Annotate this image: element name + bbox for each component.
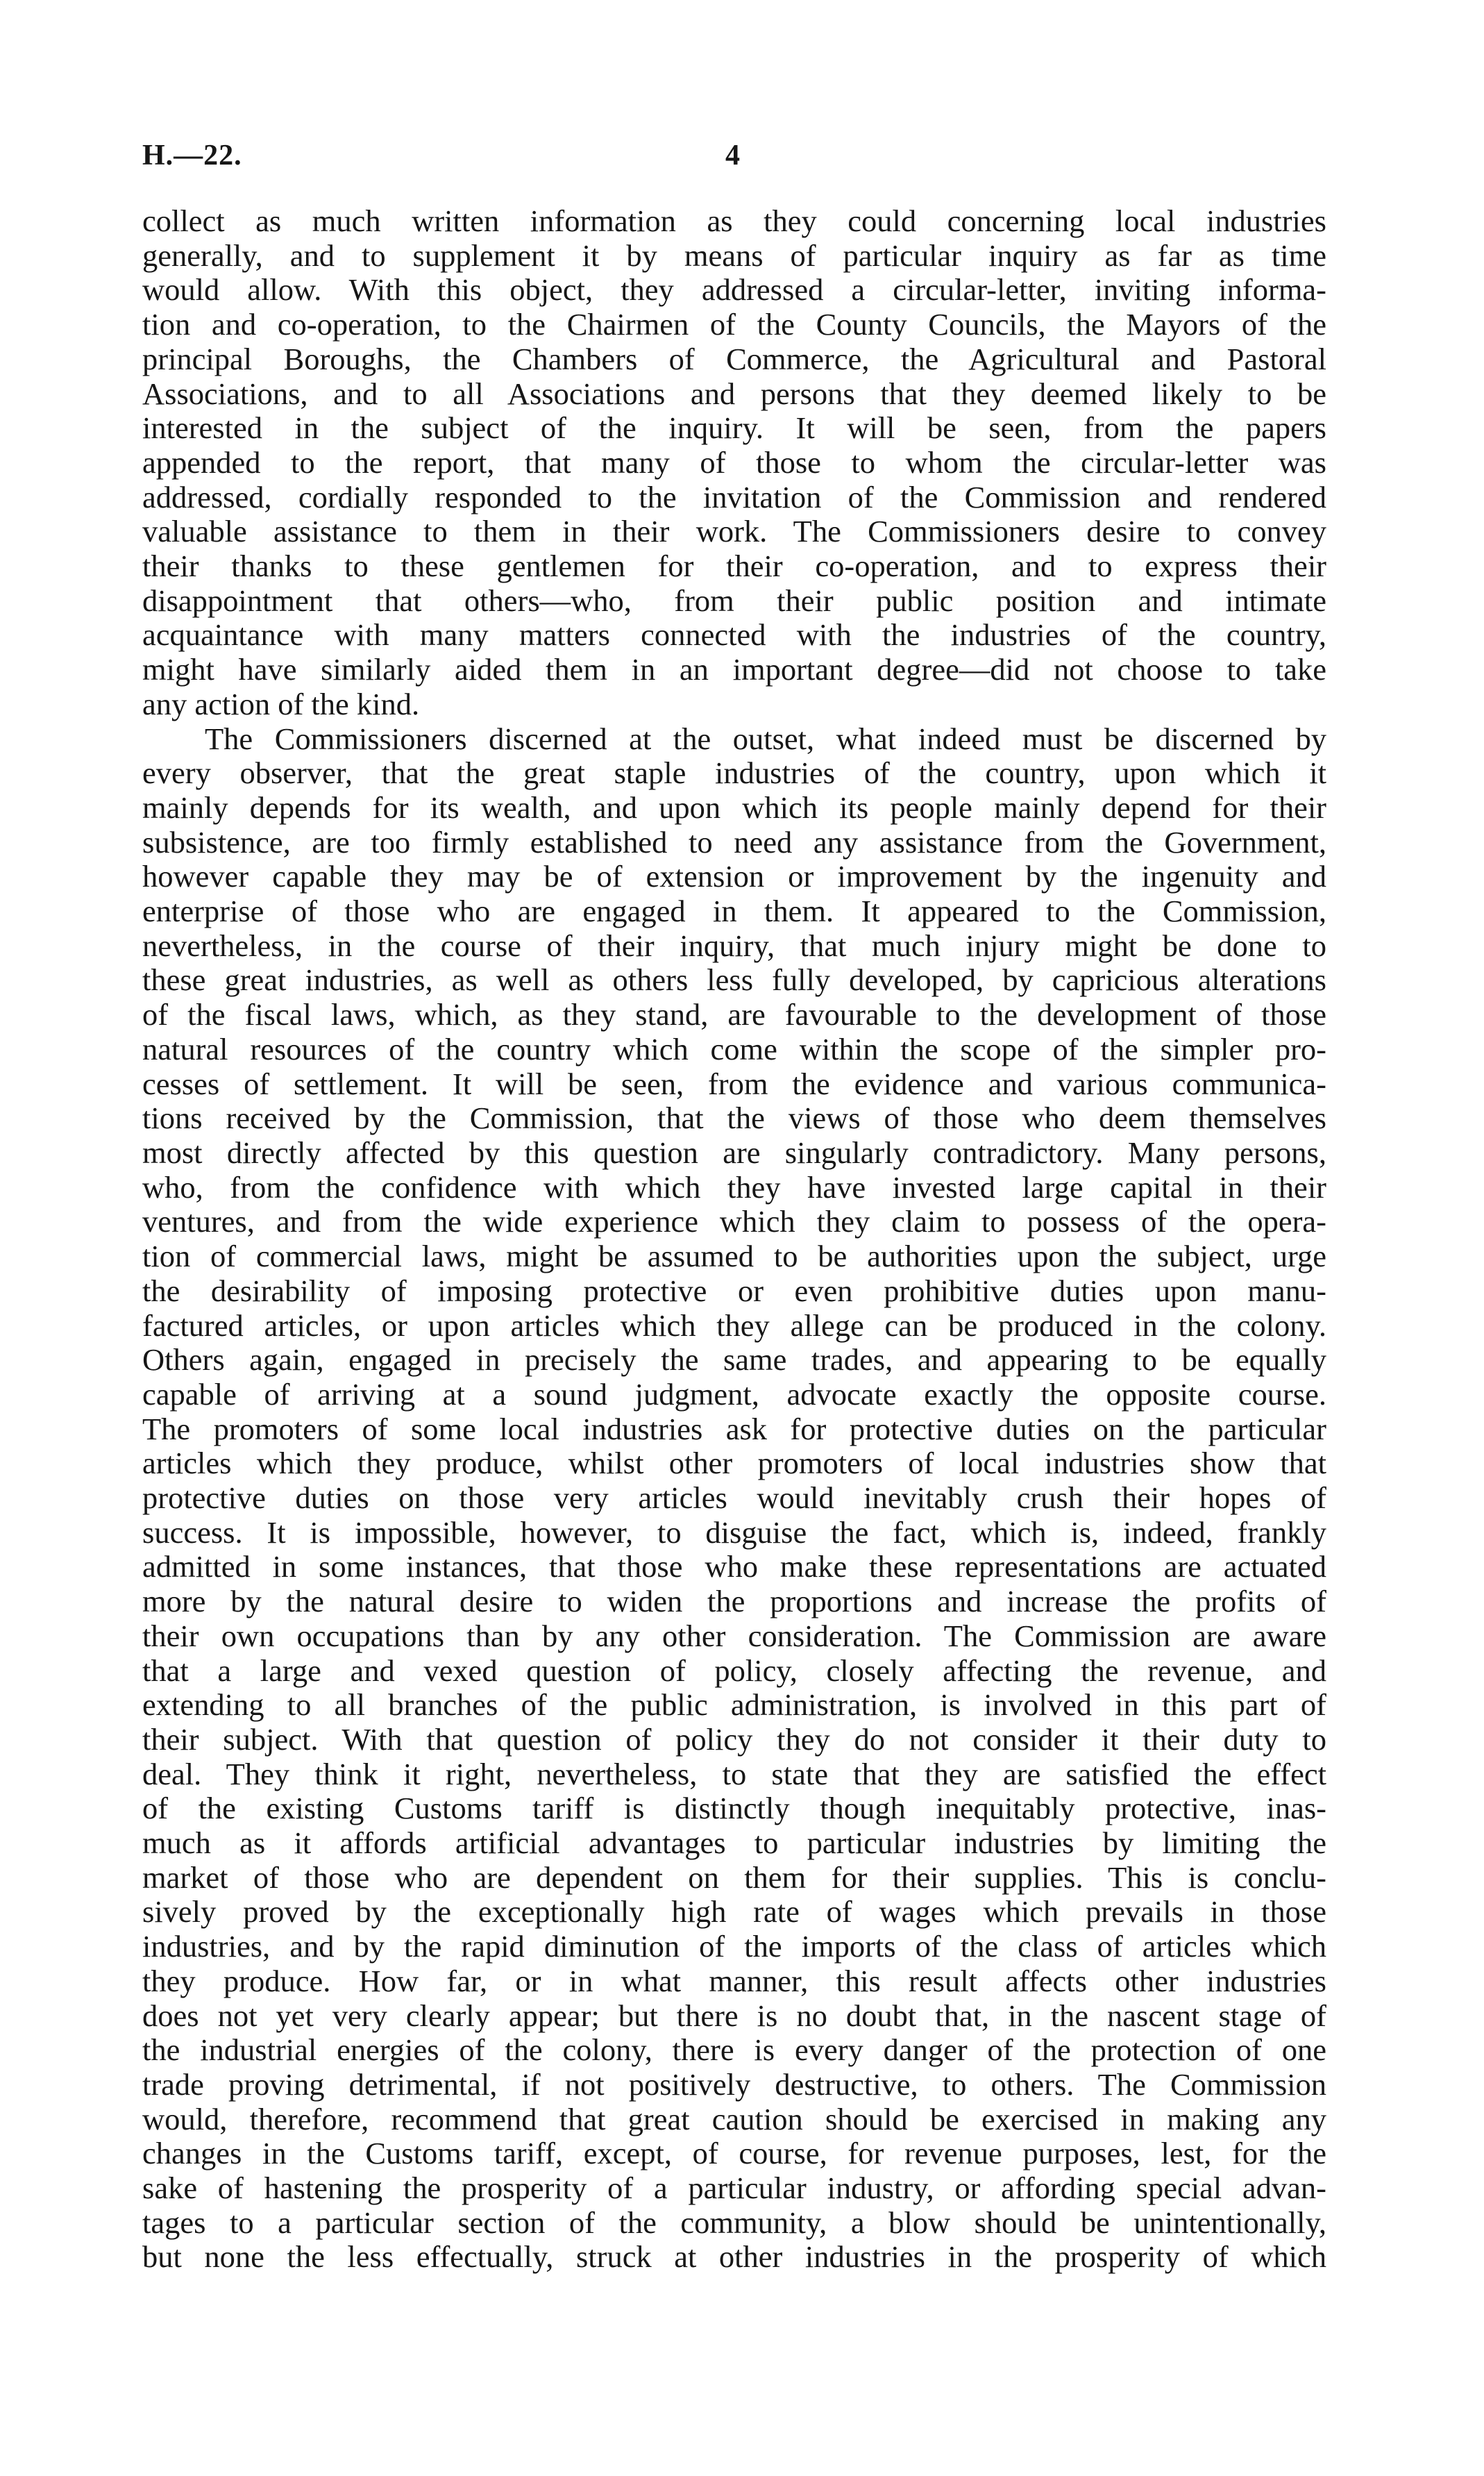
- body-text: [142, 204, 1326, 2275]
- page-header: [142, 139, 1322, 181]
- text-line: more by the natural desire to widen the proportions and increase the profits of: [142, 1584, 1326, 1619]
- text-line: tion and co-operation, to the Chairmen of the County Councils, the Mayors of the: [142, 307, 1326, 342]
- text-line: valuable assistance to them in their work. The Commissioners desire to convey: [142, 514, 1326, 549]
- text-line: articles which they produce, whilst other promoters of local industries show that: [142, 1446, 1326, 1481]
- text-line: would, therefore, recommend that great caution should be exercised in making any: [142, 2101, 1326, 2136]
- text-line: disappointment that others—who, from their public position and intimate: [142, 583, 1326, 618]
- text-line: their own occupations than by any other consideration. The Commission are aware: [142, 1618, 1326, 1653]
- text-line: any action of the kind.: [142, 686, 420, 721]
- text-line: market of those who are dependent on them for their supplies. This is conclu-: [142, 1859, 1326, 1895]
- text-line: trade proving detrimental, if not positively destructive, to others. The Commission: [142, 2066, 1326, 2102]
- text-line: Associations, and to all Associations and persons that they deemed likely to be: [142, 376, 1326, 411]
- text-line: Others again, engaged in precisely the same trades, and appearing to be equally: [142, 1342, 1326, 1378]
- text-line: tion of commercial laws, might be assumed to be authorities upon the subject, urge: [142, 1239, 1326, 1274]
- text-line: of the fiscal laws, which, as they stand, are favourable to the development of those: [142, 997, 1326, 1032]
- text-line: would allow. With this object, they addressed a circular-letter, inviting informa-: [142, 272, 1326, 308]
- text-line: cesses of settlement. It will be seen, from the evidence and various communica-: [142, 1066, 1326, 1101]
- paragraph: [142, 204, 1326, 722]
- text-line: ventures, and from the wide experience which they claim to possess of the opera-: [142, 1204, 1326, 1239]
- text-line: most directly affected by this question are singularly contradictory. Many persons,: [142, 1135, 1326, 1170]
- text-line: factured articles, or upon articles which they allege can be produced in the colony.: [142, 1307, 1326, 1343]
- text-line: that a large and vexed question of policy, closely affecting the revenue, and: [142, 1653, 1326, 1688]
- text-line: tions received by the Commission, that the views of those who deem themselves: [142, 1101, 1326, 1136]
- text-line: The promoters of some local industries ask for protective duties on the particular: [142, 1411, 1326, 1446]
- text-line: nevertheless, in the course of their inquiry, that much injury might be done to: [142, 928, 1326, 963]
- text-line: admitted in some instances, that those who make these representations are actuated: [142, 1549, 1326, 1584]
- text-line: interested in the subject of the inquiry. It will be seen, from the papers: [142, 410, 1326, 446]
- text-line: of the existing Customs tariff is distinctly though inequitably protective, inas-: [142, 1791, 1326, 1826]
- text-line: natural resources of the country which come within the scope of the simpler pro-: [142, 1031, 1326, 1066]
- text-line: principal Boroughs, the Chambers of Commerce, the Agricultural and Pastoral: [142, 341, 1326, 376]
- text-line: The Commissioners discerned at the outset, what indeed must be discerned by: [205, 721, 1326, 756]
- text-line: but none the less effectually, struck at other industries in the prosperity of which: [142, 2239, 1326, 2275]
- text-line: appended to the report, that many of those to whom the circular-letter was: [142, 444, 1326, 480]
- text-line: enterprise of those who are engaged in them. It appeared to the Commission,: [142, 894, 1326, 929]
- paragraph: [142, 722, 1326, 2275]
- text-line: acquaintance with many matters connected with the industries of the country,: [142, 617, 1326, 653]
- text-line: who, from the confidence with which they have invested large capital in their: [142, 1169, 1326, 1205]
- text-line: generally, and to supplement it by means of particular inquiry as far as time: [142, 237, 1326, 273]
- text-line: mainly depends for its wealth, and upon which its people mainly depend for their: [142, 789, 1326, 825]
- text-line: sake of hastening the prosperity of a particular industry, or affording special advan-: [142, 2170, 1326, 2206]
- text-line: the industrial energies of the colony, there is every danger of the protection of one: [142, 2032, 1326, 2068]
- text-line: does not yet very clearly appear; but there is no doubt that, in the nascent stage of: [142, 1998, 1326, 2033]
- text-line: they produce. How far, or in what manner, this result affects other industries: [142, 1963, 1326, 1998]
- document-id: H.—22.: [142, 140, 242, 172]
- text-line: changes in the Customs tariff, except, of course, for revenue purposes, lest, for the: [142, 2136, 1326, 2171]
- text-line: these great industries, as well as others less fully developed, by capricious alterations: [142, 962, 1326, 998]
- text-line: tages to a particular section of the community, a blow should be unintentionally,: [142, 2205, 1326, 2240]
- text-line: extending to all branches of the public administration, is involved in this part of: [142, 1687, 1326, 1723]
- text-line: addressed, cordially responded to the invitation of the Commission and rendered: [142, 479, 1326, 515]
- text-line: protective duties on those very articles would inevitably crush their hopes of: [142, 1480, 1326, 1516]
- text-line: sively proved by the exceptionally high rate of wages which prevails in those: [142, 1894, 1326, 1930]
- text-line: collect as much written information as they could concerning local industries: [142, 203, 1326, 238]
- text-line: subsistence, are too firmly established to need any assistance from the Government,: [142, 824, 1326, 860]
- text-line: their subject. With that question of policy they do not consider it their duty to: [142, 1721, 1326, 1757]
- text-line: however capable they may be of extension or improvement by the ingenuity and: [142, 859, 1326, 894]
- page-number: 4: [725, 140, 740, 172]
- text-line: industries, and by the rapid diminution of the imports of the class of articles which: [142, 1929, 1326, 1964]
- text-line: much as it affords artificial advantages to particular industries by limiting the: [142, 1825, 1326, 1861]
- text-line: every observer, that the great staple industries of the country, upon which it: [142, 755, 1326, 791]
- text-line: their thanks to these gentlemen for their co-operation, and to express their: [142, 549, 1326, 584]
- text-line: success. It is impossible, however, to disguise the fact, which is, indeed, frankly: [142, 1514, 1326, 1550]
- text-line: might have similarly aided them in an important degree—did not choose to take: [142, 652, 1326, 687]
- text-line: capable of arriving at a sound judgment, advocate exactly the opposite course.: [142, 1376, 1326, 1412]
- text-line: deal. They think it right, nevertheless, to state that they are satisfied the effect: [142, 1756, 1326, 1791]
- text-line: the desirability of imposing protective or even prohibitive duties upon manu-: [142, 1273, 1326, 1308]
